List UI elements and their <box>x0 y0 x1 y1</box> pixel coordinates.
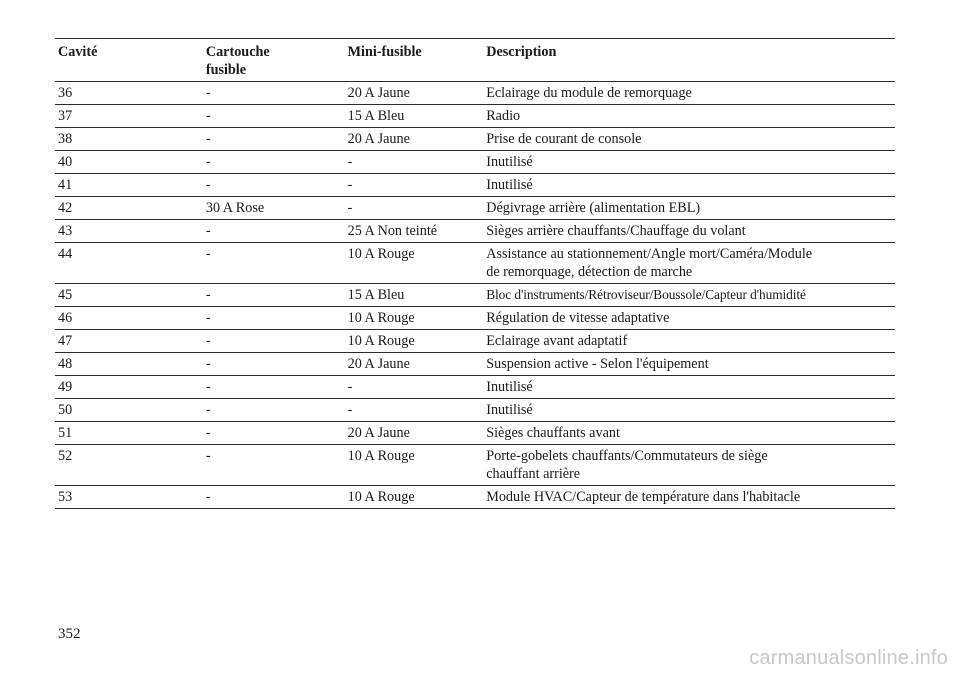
cell-mini-fuse: 10 A Rouge <box>345 486 484 509</box>
cell-cavity: 40 <box>55 151 203 174</box>
cell-mini-fuse: - <box>345 376 484 399</box>
cell-cartridge: - <box>203 220 345 243</box>
table-row <box>55 284 895 307</box>
cell-cavity: 52 <box>55 445 203 486</box>
description-text-continued: de remorquage, détection de marche <box>486 264 693 280</box>
header-cartridge-line1: Cartouche <box>205 44 270 60</box>
cell-description <box>483 174 895 197</box>
table-row <box>55 128 895 151</box>
cell-cavity: 51 <box>55 422 203 445</box>
description-text: Dégivrage arrière (alimentation EBL) <box>486 200 701 216</box>
cell-description <box>483 422 895 445</box>
description-text: Inutilisé <box>486 177 533 193</box>
header-description: Description <box>483 39 895 82</box>
cell-cavity: 36 <box>55 82 203 105</box>
header-mini-fuse: Mini-fusible <box>345 39 484 82</box>
cell-mini-fuse: - <box>345 399 484 422</box>
cell-description <box>483 151 895 174</box>
cell-mini-fuse: 15 A Bleu <box>345 105 484 128</box>
cell-mini-fuse: 10 A Rouge <box>345 330 484 353</box>
description-text-continued: chauffant arrière <box>486 466 581 482</box>
cell-cartridge: - <box>203 243 345 284</box>
table-row <box>55 353 895 376</box>
cell-cartridge: - <box>203 330 345 353</box>
cell-description <box>483 445 895 486</box>
cell-description <box>483 243 895 284</box>
table-body <box>55 82 895 509</box>
cell-mini-fuse: 15 A Bleu <box>345 284 484 307</box>
fuse-table <box>55 38 895 509</box>
description-text: Eclairage du module de remorquage <box>486 85 692 101</box>
table-row <box>55 486 895 509</box>
description-text: Eclairage avant adaptatif <box>486 333 628 349</box>
table-row <box>55 307 895 330</box>
description-text: Module HVAC/Capteur de température dans l'habitacle <box>486 489 801 505</box>
cell-cartridge: - <box>203 399 345 422</box>
cell-cartridge: - <box>203 82 345 105</box>
header-cavity: Cavité <box>55 39 203 82</box>
cell-cavity: 41 <box>55 174 203 197</box>
cell-cartridge: - <box>203 174 345 197</box>
cell-cartridge: - <box>203 486 345 509</box>
table-row <box>55 243 895 284</box>
cell-mini-fuse: 20 A Jaune <box>345 128 484 151</box>
cell-cavity: 42 <box>55 197 203 220</box>
cell-mini-fuse: - <box>345 174 484 197</box>
description-text: Inutilisé <box>486 154 533 170</box>
table-row <box>55 174 895 197</box>
table-row <box>55 105 895 128</box>
cell-description <box>483 284 895 307</box>
header-row <box>55 39 895 82</box>
cell-cavity: 43 <box>55 220 203 243</box>
cell-cavity: 48 <box>55 353 203 376</box>
cell-cartridge: - <box>203 445 345 486</box>
cell-description <box>483 399 895 422</box>
description-text: Inutilisé <box>486 402 533 418</box>
description-text: Radio <box>486 108 521 124</box>
table-row <box>55 445 895 486</box>
cell-description <box>483 330 895 353</box>
cell-mini-fuse: 25 A Non teinté <box>345 220 484 243</box>
table-row <box>55 399 895 422</box>
description-text: Prise de courant de console <box>486 131 642 147</box>
cell-cartridge: - <box>203 284 345 307</box>
table-row <box>55 376 895 399</box>
cell-mini-fuse: 20 A Jaune <box>345 422 484 445</box>
cell-cavity: 49 <box>55 376 203 399</box>
description-text: Inutilisé <box>486 379 533 395</box>
cell-mini-fuse: 20 A Jaune <box>345 82 484 105</box>
cell-cartridge: - <box>203 151 345 174</box>
header-cartridge <box>203 39 345 82</box>
cell-cavity: 46 <box>55 307 203 330</box>
cell-description <box>483 128 895 151</box>
table-row <box>55 197 895 220</box>
cell-description <box>483 486 895 509</box>
description-text: Porte-gobelets chauffants/Commutateurs de siège <box>486 448 768 464</box>
table-row <box>55 220 895 243</box>
cell-description <box>483 307 895 330</box>
cell-cartridge: 30 A Rose <box>203 197 345 220</box>
description-text: Bloc d'instruments/Rétroviseur/Boussole/Capteur d'humidité <box>486 287 806 302</box>
table-row <box>55 330 895 353</box>
description-text: Sièges chauffants avant <box>486 425 620 441</box>
cell-cavity: 53 <box>55 486 203 509</box>
cell-description <box>483 82 895 105</box>
cell-mini-fuse: - <box>345 151 484 174</box>
cell-description <box>483 105 895 128</box>
cell-cavity: 37 <box>55 105 203 128</box>
cell-cartridge: - <box>203 422 345 445</box>
cell-mini-fuse: 10 A Rouge <box>345 445 484 486</box>
watermark-logo: carmanualsonline.info <box>749 647 948 669</box>
cell-mini-fuse: 20 A Jaune <box>345 353 484 376</box>
table-header <box>55 39 895 82</box>
description-text: Suspension active - Selon l'équipement <box>486 356 709 372</box>
cell-description <box>483 220 895 243</box>
cell-mini-fuse: 10 A Rouge <box>345 243 484 284</box>
cell-cavity: 47 <box>55 330 203 353</box>
table-row <box>55 422 895 445</box>
header-cartridge-line2: fusible <box>205 62 247 78</box>
cell-description <box>483 376 895 399</box>
cell-cartridge: - <box>203 128 345 151</box>
description-text: Sièges arrière chauffants/Chauffage du volant <box>486 223 746 239</box>
description-text: Assistance au stationnement/Angle mort/Caméra/Module <box>486 246 813 262</box>
table-row <box>55 82 895 105</box>
cell-mini-fuse: 10 A Rouge <box>345 307 484 330</box>
table-row <box>55 151 895 174</box>
cell-cavity: 45 <box>55 284 203 307</box>
cell-cavity: 50 <box>55 399 203 422</box>
page-number: 352 <box>58 626 81 642</box>
cell-description <box>483 197 895 220</box>
cell-cartridge: - <box>203 307 345 330</box>
cell-mini-fuse: - <box>345 197 484 220</box>
cell-description <box>483 353 895 376</box>
cell-cavity: 44 <box>55 243 203 284</box>
description-text: Régulation de vitesse adaptative <box>486 310 670 326</box>
cell-cavity: 38 <box>55 128 203 151</box>
cell-cartridge: - <box>203 105 345 128</box>
cell-cartridge: - <box>203 353 345 376</box>
cell-cartridge: - <box>203 376 345 399</box>
